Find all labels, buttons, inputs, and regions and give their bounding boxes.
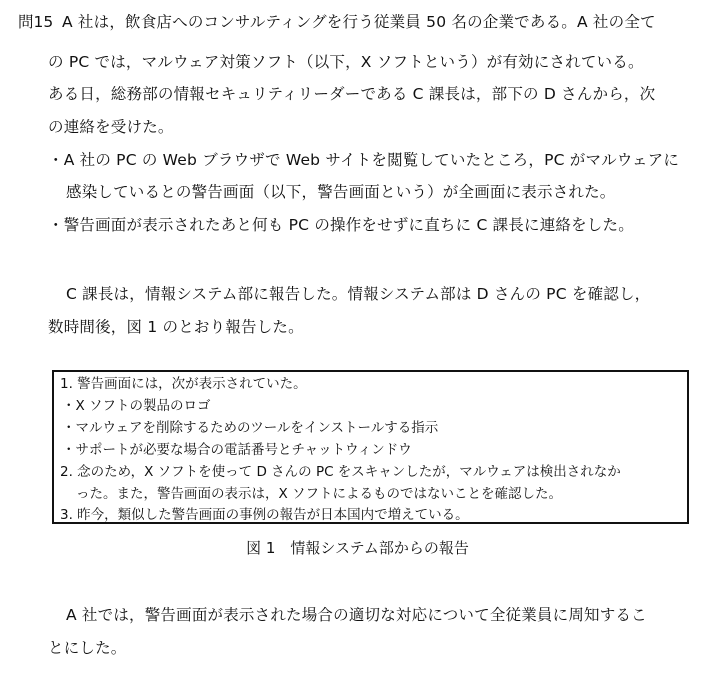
report-line-1: C 課長は，情報システム部に報告した。情報システム部は D さんの PC を確認し， — [66, 285, 651, 303]
figure-line-5: 2. 念のため，X ソフトを使って D さんの PC をスキャンしたが，マルウェアは検出されなか — [60, 464, 621, 480]
figure-line-7: 3. 昨今，類似した警告画面の事例の報告が日本国内で増えている。 — [60, 507, 469, 523]
figure-box — [52, 370, 689, 524]
figure-line-1: 1. 警告画面には，次が表示されていた。 — [60, 376, 307, 392]
intro-line-2: の PC では，マルウェア対策ソフト（以下，X ソフトという）が有効にされている。 — [48, 53, 644, 71]
figure-line-3: ・マルウェアを削除するためのツールをインストールする指示 — [62, 420, 439, 436]
bullet-1-line-1: ・A 社の PC の Web ブラウザで Web サイトを閲覧していたところ，PC がマルウェアに — [48, 151, 680, 169]
question-number: 問15 — [18, 13, 54, 31]
closing-line-1: A 社では，警告画面が表示された場合の適切な対応について全従業員に周知するこ — [66, 606, 647, 624]
intro-line-4: の連絡を受けた。 — [48, 118, 174, 136]
figure-caption: 図 1 情報システム部からの報告 — [246, 539, 469, 557]
figure-line-4: ・サポートが必要な場合の電話番号とチャットウィンドウ — [62, 442, 412, 458]
figure-line-6: った。また，警告画面の表示は，X ソフトによるものではないことを確認した。 — [76, 486, 563, 502]
intro-line-3: ある日，総務部の情報セキュリティリーダーである C 課長は，部下の D さんから，次 — [48, 85, 656, 103]
intro-line-1: A 社は，飲食店へのコンサルティングを行う従業員 50 名の企業である。A 社の全て — [62, 13, 656, 31]
figure-line-2: ・X ソフトの製品のロゴ — [62, 398, 211, 414]
report-line-2: 数時間後，図 1 のとおり報告した。 — [48, 318, 304, 336]
bullet-2-line-1: ・警告画面が表示されたあと何も PC の操作をせずに直ちに C 課長に連絡をした。 — [48, 216, 634, 234]
bullet-1-line-2: 感染しているとの警告画面（以下，警告画面という）が全画面に表示された。 — [66, 183, 616, 201]
closing-line-2: とにした。 — [48, 639, 127, 657]
